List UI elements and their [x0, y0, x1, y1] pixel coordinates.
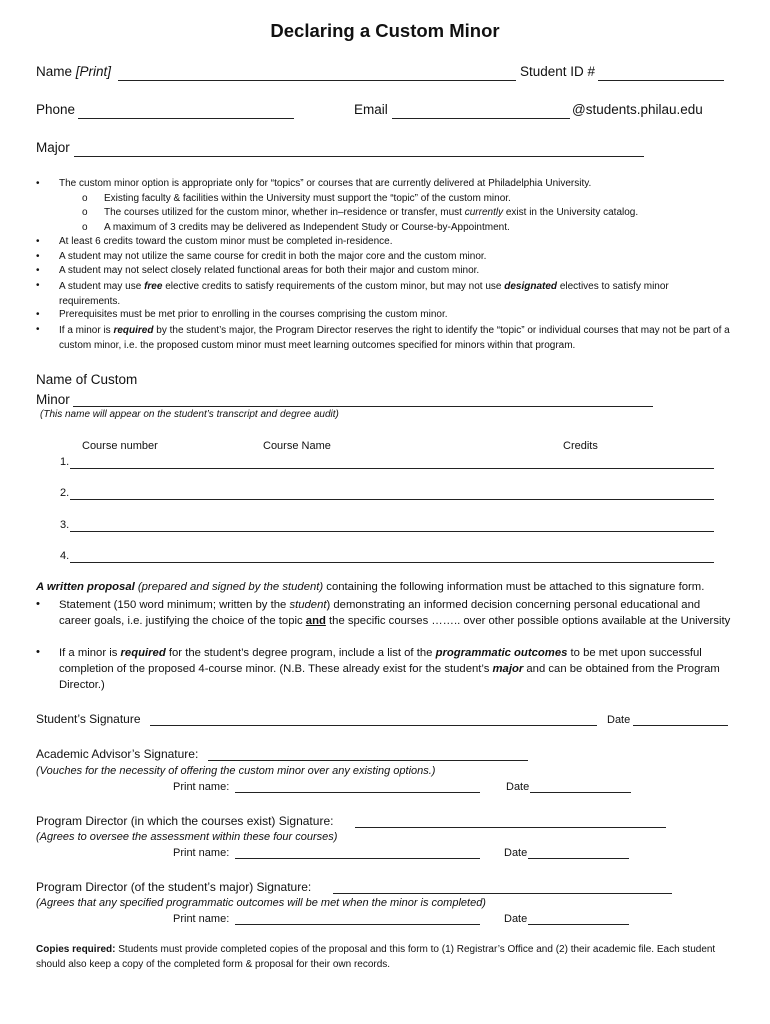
rule-faculty: Existing faculty & facilities within the University must support the “topic” of the custom minor.	[104, 193, 511, 204]
name-field[interactable]	[118, 80, 516, 81]
email-domain: @students.philau.edu	[572, 102, 703, 117]
student-date-label: Date	[607, 714, 631, 726]
rule-text: The courses utilized for the custom minor, whether in–residence or transfer, must	[104, 207, 465, 218]
custom-minor-note: (This name will appear on the student’s transcript and degree audit)	[40, 409, 339, 420]
page-title: Declaring a Custom Minor	[270, 20, 500, 41]
advisor-print-name-label: Print name:	[173, 781, 230, 793]
bullet: •	[36, 324, 40, 335]
proposal-text: If a minor is	[59, 647, 121, 659]
proposal-emphasis: A written proposal	[36, 581, 135, 593]
pd-courses-print-name-label: Print name:	[173, 847, 230, 859]
sub-bullet: o	[82, 207, 88, 218]
proposal-statement	[59, 597, 735, 629]
name-print-hint: [Print]	[75, 64, 112, 79]
rule-emphasis: required	[113, 325, 154, 336]
name-label-text: Name	[36, 64, 76, 79]
proposal-outcomes	[59, 645, 735, 693]
proposal-text: for the student’s degree program, include a list of the	[165, 647, 436, 659]
pd-major-signature-label: Program Director (of the student’s major) Signature:	[36, 880, 312, 894]
custom-minor-label-line1: Name of Custom	[36, 372, 138, 387]
pd-major-note: (Agrees that any specified programmatic outcomes will be met when the minor is completed)	[36, 897, 486, 909]
proposal-emphasis: student	[289, 599, 327, 611]
bullet: •	[36, 236, 40, 247]
advisor-note	[36, 765, 435, 777]
bullet: •	[36, 265, 40, 276]
advisor-signature-label: Academic Advisor’s Signature:	[36, 747, 199, 761]
pd-courses-signature-field[interactable]	[355, 827, 666, 828]
proposal-text: to be met upon successful completion of the proposed 4-course minor. (N.B. These already exist for the student’s	[59, 647, 702, 675]
advisor-signature-field[interactable]	[208, 760, 528, 761]
pd-major-print-name-field[interactable]	[235, 924, 480, 925]
rule-text: electives to satisfy minor requirements.	[59, 281, 669, 307]
rule-text: If a minor is	[59, 325, 114, 336]
advisor-print-name-field[interactable]	[235, 792, 480, 793]
custom-minor-name-field[interactable]	[73, 406, 653, 407]
rule-same-course: A student may not utilize the same course for credit in both the major core and the custom minor.	[59, 251, 487, 262]
proposal-emphasis: required	[120, 647, 166, 659]
course-row-4-field[interactable]	[70, 562, 714, 563]
sub-bullet: o	[82, 193, 88, 204]
student-id-field[interactable]	[598, 80, 724, 81]
copies-label: Copies required:	[36, 944, 116, 955]
proposal-text: and can be obtained from the Program Director.)	[59, 663, 720, 691]
bullet: •	[36, 309, 40, 320]
note-text: (Vouches for the necessity of offering the	[36, 765, 239, 777]
proposal-text: Statement (150 word minimum; written by the	[59, 599, 290, 611]
copies-text: Students must provide completed copies of the proposal and this form to (1) Registrar’s Office and (2) their academic file. Each student should also keep a copy of the completed form & proposal for their own records.	[36, 944, 716, 970]
proposal-paren: (prepared and signed by the student)	[134, 581, 324, 593]
rule-free-electives	[59, 280, 731, 309]
col-course-name: Course Name	[263, 440, 331, 452]
pd-major-signature-field[interactable]	[333, 893, 672, 894]
major-field[interactable]	[74, 156, 644, 157]
proposal-text: the specific courses …….. over other possible options available at the University	[325, 615, 731, 627]
course-row-number: 3.	[60, 519, 70, 531]
copies-required-note	[36, 942, 726, 972]
email-field[interactable]	[392, 118, 570, 119]
bullet: •	[36, 598, 40, 610]
custom-minor-label-line2: Minor	[36, 392, 70, 407]
rule-emphasis: currently	[464, 207, 504, 218]
rule-text: elective credits to satisfy requirements of the custom minor, but may not use	[162, 281, 505, 292]
advisor-date-field[interactable]	[530, 792, 631, 793]
col-credits: Credits	[563, 440, 598, 452]
rule-related-areas: A student may not select closely related functional areas for both their major and custom minor.	[59, 265, 480, 276]
proposal-emphasis: programmatic outcomes	[435, 647, 568, 659]
bullet: •	[36, 280, 40, 291]
major-label: Major	[36, 140, 70, 155]
bullet: •	[36, 646, 40, 658]
bullet: •	[36, 178, 40, 189]
email-label: Email	[354, 102, 388, 117]
pd-courses-date-label: Date	[504, 847, 528, 859]
rule-required-minor	[59, 324, 731, 353]
rule-topics: The custom minor option is appropriate only for “topics” or courses that are currently delivered at Philadelphia University.	[59, 178, 592, 189]
pd-major-date-label: Date	[504, 913, 528, 925]
rule-emphasis: designated	[504, 281, 558, 292]
pd-major-date-field[interactable]	[528, 924, 629, 925]
student-date-field[interactable]	[633, 725, 728, 726]
advisor-date-label: Date	[506, 781, 530, 793]
note-text: minor over any existing options.)	[274, 765, 436, 777]
col-course-number: Course number	[82, 440, 158, 452]
proposal-lead	[36, 581, 704, 593]
note-emphasis: custom	[238, 765, 275, 777]
rule-text: exist in the University catalog.	[503, 207, 639, 218]
pd-courses-date-field[interactable]	[528, 858, 629, 859]
phone-label: Phone	[36, 102, 76, 117]
pd-major-print-name-label: Print name:	[173, 913, 230, 925]
rule-residence: At least 6 credits toward the custom minor must be completed in-residence.	[59, 236, 393, 247]
course-row-1-field[interactable]	[70, 468, 714, 469]
proposal-text: containing the following information must be attached to this signature form.	[323, 581, 705, 593]
sub-bullet: o	[82, 222, 88, 233]
rule-text: by the student’s major, the Program Director reserves the right to identify the “topic” or individual courses that may not be part of a custom minor, i.e. the proposed custom minor must meet learning outcomes specified for minors within that program.	[59, 325, 730, 351]
name-label	[36, 64, 111, 79]
pd-courses-note: (Agrees to oversee the assessment within these four courses)	[36, 831, 338, 843]
student-signature-label: Student’s Signature	[36, 712, 141, 726]
pd-courses-print-name-field[interactable]	[235, 858, 480, 859]
course-row-3-field[interactable]	[70, 531, 714, 532]
course-row-number: 1.	[60, 456, 70, 468]
course-row-number: 4.	[60, 550, 70, 562]
proposal-emphasis: major	[492, 663, 524, 675]
bullet: •	[36, 251, 40, 262]
course-row-2-field[interactable]	[70, 499, 714, 500]
proposal-emphasis: and	[305, 615, 326, 627]
rule-text: A student may use	[59, 281, 145, 292]
phone-field[interactable]	[78, 118, 294, 119]
rule-courses-catalog	[104, 207, 638, 218]
pd-courses-signature-label: Program Director (in which the courses exist) Signature:	[36, 814, 334, 828]
proposal-text: ) demonstrating an informed decision concerning personal educational and career goals, i.e. justifying the choice of the topic	[59, 599, 701, 627]
student-id-label: Student ID #	[520, 64, 596, 79]
rule-emphasis: free	[144, 281, 163, 292]
course-row-number: 2.	[60, 487, 70, 499]
rule-max-credits: A maximum of 3 credits may be delivered as Independent Study or Course-by-Appointment.	[104, 222, 510, 233]
student-signature-field[interactable]	[150, 725, 597, 726]
rule-prerequisites: Prerequisites must be met prior to enrolling in the courses comprising the custom minor.	[59, 309, 448, 320]
